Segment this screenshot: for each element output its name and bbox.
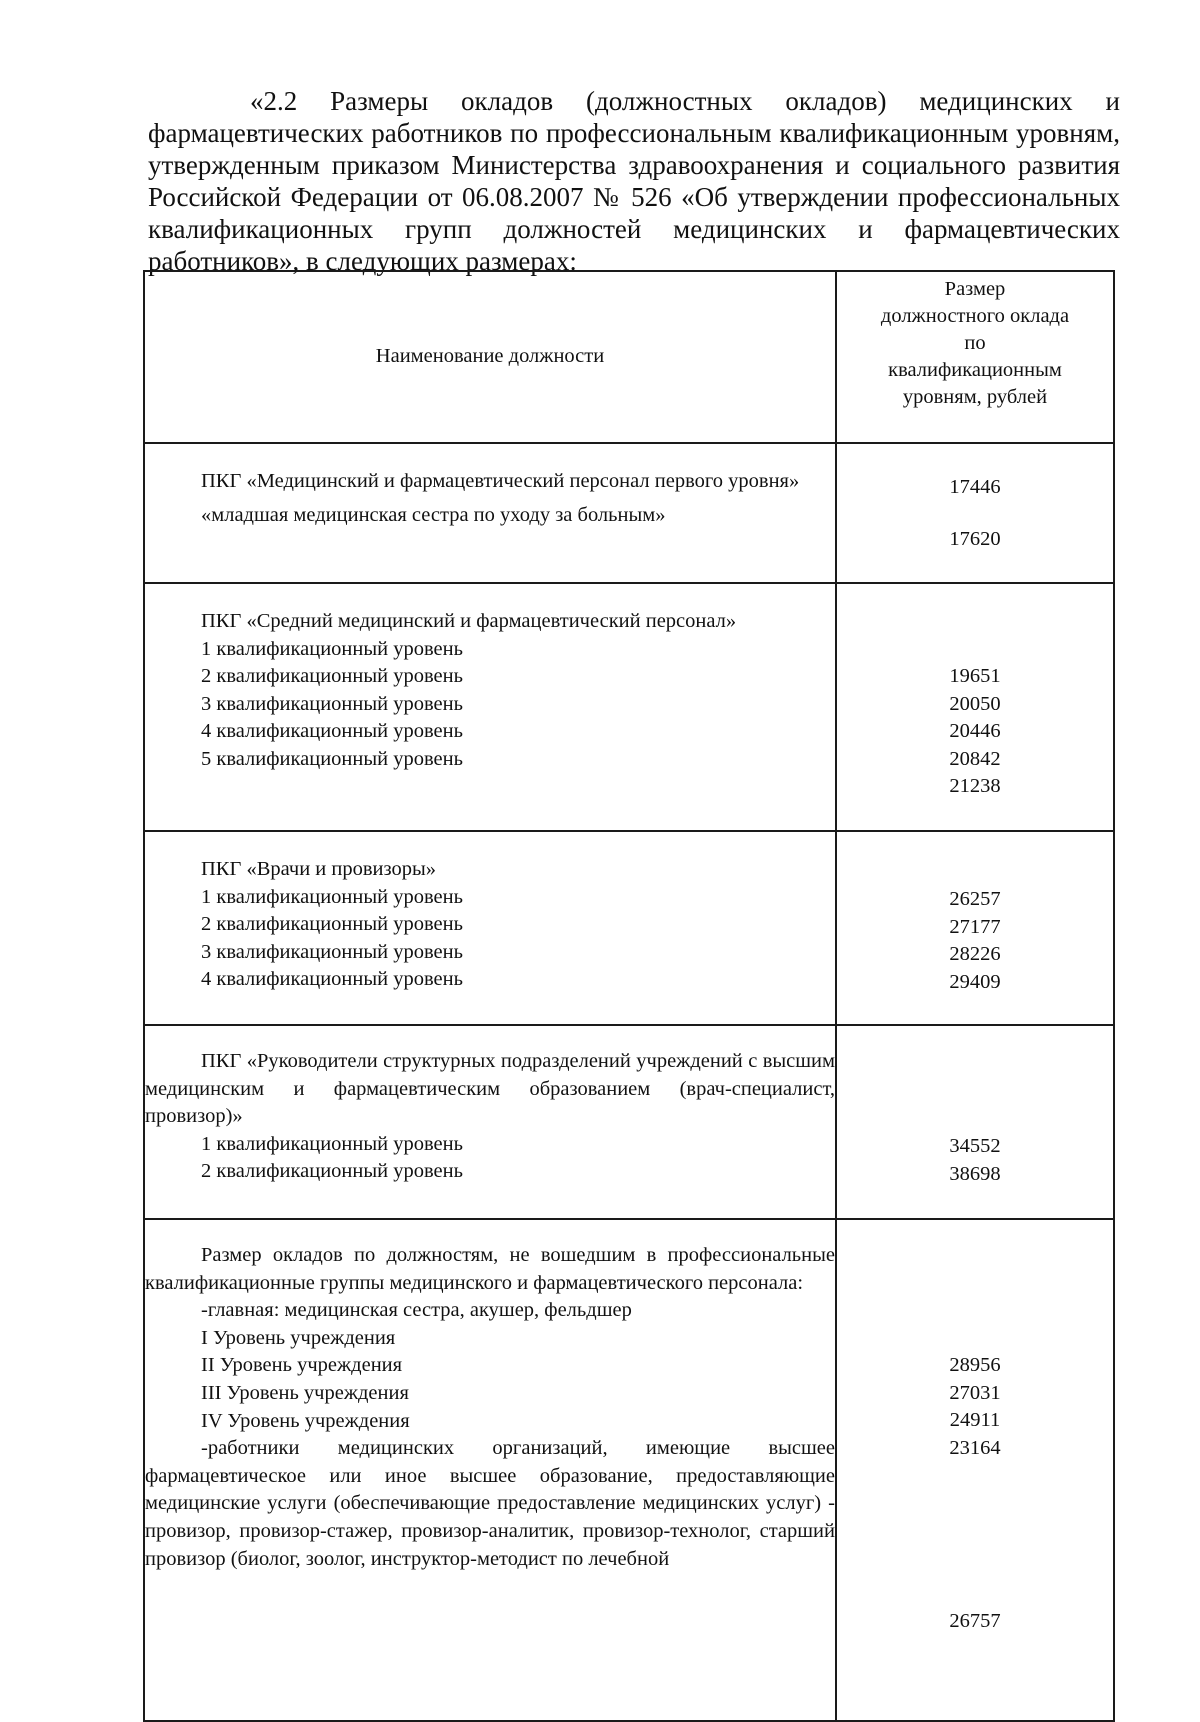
salary-value: 28956 bbox=[949, 1354, 1001, 1376]
group-item-label: 1 квалификационный уровень bbox=[201, 637, 463, 660]
group-value-cell bbox=[836, 831, 1114, 1025]
group-item-label: 5 квалификационный уровень bbox=[201, 747, 463, 770]
salary-value: 38698 bbox=[949, 1162, 1001, 1185]
salary-value: 28226 bbox=[949, 943, 1001, 966]
header-position-name: Наименование должности bbox=[144, 271, 836, 443]
salary-value: 29409 bbox=[949, 970, 1001, 993]
group-name-cell bbox=[144, 583, 836, 831]
group-item-label: 2 квалификационный уровень bbox=[201, 665, 463, 688]
salary-value: 20446 bbox=[949, 720, 1001, 743]
intro-paragraph: «2.2 Размеры окладов (должностных окладов) медицинских и фармацевтических работников по профессиональным квалификационным уровням, утвержденным приказом Министерства здравоохранения и социального развития Российской Федерации от 06.08.2007 № 526 «Об утверждении профессиональных квалификационных групп должностей медицинских и фармацевтических работников», в следующих размерах: bbox=[148, 86, 1120, 276]
group-title: ПКГ «Руководители структурных подразделений учреждений с высшим медицинским и фармацевтическим образованием (врач-специалист, провизор)» bbox=[145, 1050, 835, 1128]
group-item-label: IV Уровень учреждения bbox=[201, 1409, 410, 1432]
table-row bbox=[144, 583, 1114, 831]
group-value-cell bbox=[836, 1025, 1114, 1219]
group-item-label: «младшая медицинская сестра по уходу за больным» bbox=[201, 503, 666, 526]
table-row bbox=[144, 831, 1114, 1025]
group-item-label: II Уровень учреждения bbox=[201, 1354, 403, 1377]
group-title: ПКГ «Средний медицинский и фармацевтический персонал» bbox=[201, 610, 737, 632]
group-item-label: 4 квалификационный уровень bbox=[201, 968, 463, 991]
salary-value: 23164 bbox=[949, 1436, 1001, 1459]
group-item-label: 4 квалификационный уровень bbox=[201, 720, 463, 743]
group-name-cell bbox=[144, 443, 836, 583]
group-title: ПКГ «Медицинский и фармацевтический персонал первого уровня» bbox=[201, 470, 800, 492]
salary-value: 17620 bbox=[949, 527, 1001, 550]
group-name-cell bbox=[144, 1219, 836, 1721]
table-row bbox=[144, 1219, 1114, 1721]
group-extra-text: -работники медицинских организаций, имеющие высшее фармацевтическое или иное высшее образование, предоставляющие медицинские услуги (обеспечивающие предоставление медицинских услуг) - провизор, провизор-стажер, провизор-аналитик, провизор-технолог, старший провизор (биолог, зоолог, инструктор-методист по лечебной bbox=[145, 1437, 835, 1570]
group-item-label: 1 квалификационный уровень bbox=[201, 885, 463, 908]
group-name-cell bbox=[144, 1025, 836, 1219]
salary-value: 20050 bbox=[949, 692, 1001, 715]
header-salary-line: по bbox=[964, 332, 986, 354]
group-item-label: I Уровень учреждения bbox=[201, 1326, 396, 1349]
salary-value: 34552 bbox=[949, 1135, 1001, 1157]
header-salary-line: квалификационным bbox=[888, 359, 1062, 381]
group-item-label: 1 квалификационный уровень bbox=[201, 1132, 463, 1155]
table-row bbox=[144, 443, 1114, 583]
salary-value: 21238 bbox=[949, 775, 1001, 798]
header-salary-line: Размер bbox=[944, 278, 1006, 300]
group-title: Размер окладов по должностям, не вошедшим в профессиональные квалификационные группы медицинского и фармацевтического персонала: bbox=[145, 1244, 835, 1294]
group-name-cell bbox=[144, 831, 836, 1025]
salary-value: 27177 bbox=[949, 915, 1001, 938]
header-salary-line: уровням, рублей bbox=[902, 386, 1048, 408]
group-value-cell bbox=[836, 443, 1114, 583]
salary-table bbox=[143, 270, 1115, 1722]
group-item-label: 3 квалификационный уровень bbox=[201, 940, 463, 963]
salary-value: 27031 bbox=[949, 1381, 1001, 1404]
group-value-cell bbox=[836, 583, 1114, 831]
group-item-label: III Уровень учреждения bbox=[201, 1381, 409, 1404]
salary-value: 24911 bbox=[949, 1409, 1001, 1432]
salary-value: 26757 bbox=[949, 1610, 1001, 1633]
header-salary-line: должностного оклада bbox=[880, 305, 1070, 327]
table-row bbox=[144, 1025, 1114, 1219]
salary-value: 20842 bbox=[949, 747, 1001, 770]
group-title: ПКГ «Врачи и провизоры» bbox=[201, 858, 437, 880]
group-item-label: 2 квалификационный уровень bbox=[201, 1160, 463, 1183]
group-item-label: 3 квалификационный уровень bbox=[201, 692, 463, 715]
salary-value: 26257 bbox=[949, 888, 1001, 910]
header-salary-size bbox=[836, 271, 1114, 443]
salary-value: 17446 bbox=[949, 476, 1001, 498]
group-value-cell bbox=[836, 1219, 1114, 1721]
group-item-label: 2 квалификационный уровень bbox=[201, 913, 463, 936]
salary-value: 19651 bbox=[949, 665, 1001, 687]
table-header-row bbox=[144, 271, 1114, 443]
group-subtitle: -главная: медицинская сестра, акушер, фельдшер bbox=[201, 1299, 632, 1322]
